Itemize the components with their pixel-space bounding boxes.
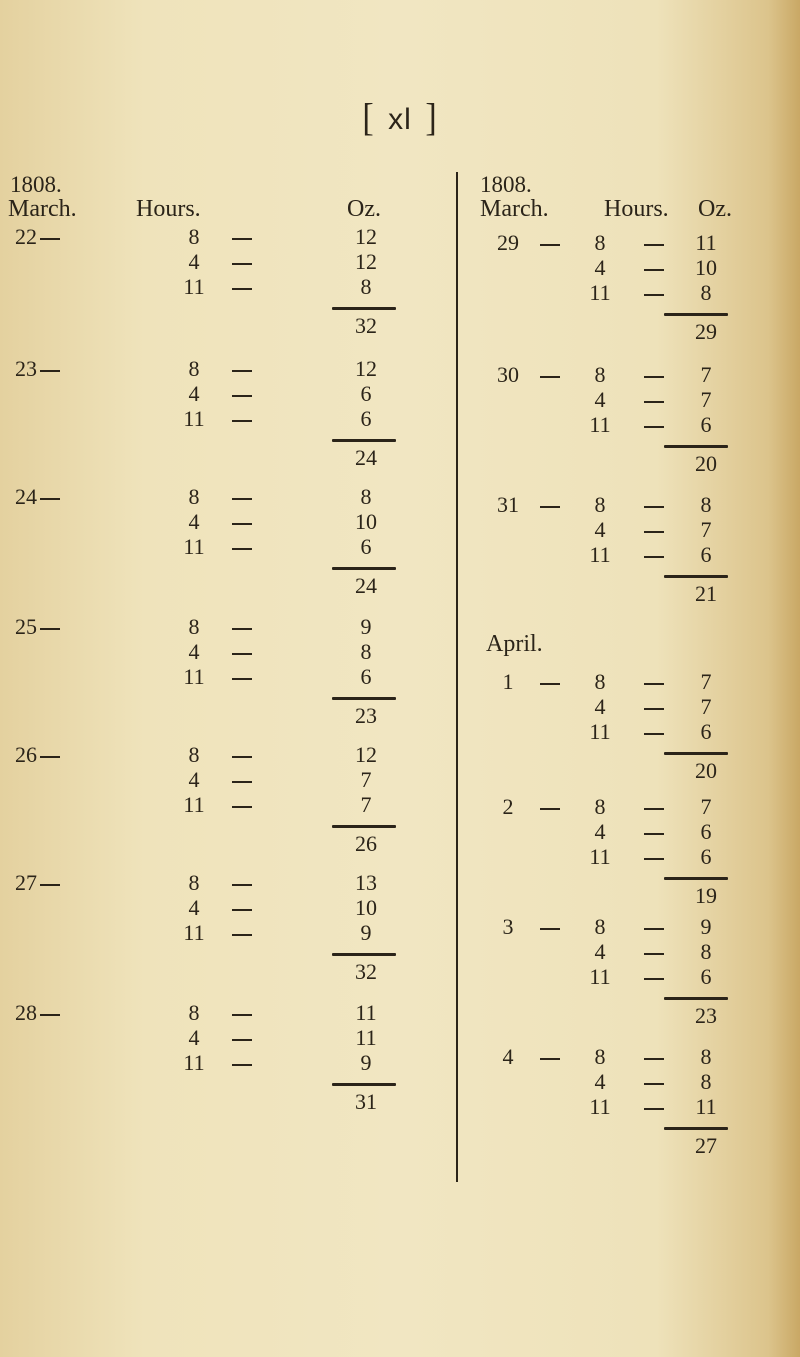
daily-total: 32 bbox=[355, 959, 377, 984]
column-divider bbox=[456, 172, 458, 1182]
hour-value: 11 bbox=[589, 542, 611, 567]
dash bbox=[540, 506, 560, 508]
hour-value: 11 bbox=[589, 412, 611, 437]
hour-value: 11 bbox=[589, 1094, 611, 1119]
hour-value: 4 bbox=[188, 381, 200, 406]
oz-value: 6 bbox=[700, 542, 712, 567]
dash bbox=[540, 376, 560, 378]
oz-value: 7 bbox=[700, 794, 712, 819]
dash bbox=[644, 556, 664, 558]
day-number: 31 bbox=[497, 492, 519, 517]
hour-value: 4 bbox=[188, 895, 200, 920]
dash bbox=[644, 294, 664, 296]
dash bbox=[644, 978, 664, 980]
dash bbox=[644, 1108, 664, 1110]
oz-value: 8 bbox=[700, 939, 712, 964]
month-header: March. bbox=[8, 196, 77, 222]
oz-value: 6 bbox=[700, 844, 712, 869]
day-number: 1 bbox=[502, 669, 514, 694]
daily-total: 26 bbox=[355, 831, 377, 856]
hour-value: 8 bbox=[188, 870, 200, 895]
dash bbox=[232, 934, 252, 936]
oz-value: 7 bbox=[700, 517, 712, 542]
daily-total: 32 bbox=[355, 313, 377, 338]
month-label: April. bbox=[486, 631, 543, 657]
dash bbox=[232, 806, 252, 808]
dash bbox=[644, 808, 664, 810]
dash bbox=[540, 244, 560, 246]
dash bbox=[232, 370, 252, 372]
oz-value: 12 bbox=[355, 356, 377, 381]
dash bbox=[232, 288, 252, 290]
oz-value: 10 bbox=[355, 895, 377, 920]
daily-total: 24 bbox=[355, 573, 377, 598]
dash bbox=[232, 628, 252, 630]
year-label: 1808. bbox=[10, 172, 62, 197]
dash bbox=[644, 858, 664, 860]
oz-value: 11 bbox=[695, 1094, 717, 1119]
oz-value: 7 bbox=[360, 767, 372, 792]
hour-value: 8 bbox=[188, 224, 200, 249]
oz-value: 9 bbox=[700, 914, 712, 939]
sum-rule bbox=[332, 697, 396, 700]
sum-rule bbox=[332, 567, 396, 570]
hour-value: 11 bbox=[183, 534, 205, 559]
page-header bbox=[0, 97, 800, 140]
sum-rule bbox=[664, 313, 728, 316]
oz-value: 8 bbox=[700, 492, 712, 517]
sum-rule bbox=[664, 575, 728, 578]
hour-value: 11 bbox=[589, 719, 611, 744]
hour-value: 11 bbox=[183, 274, 205, 299]
oz-value: 10 bbox=[355, 509, 377, 534]
sum-rule bbox=[664, 752, 728, 755]
dash bbox=[40, 498, 60, 500]
oz-value: 6 bbox=[360, 534, 372, 559]
hour-value: 8 bbox=[594, 362, 606, 387]
oz-value: 9 bbox=[360, 614, 372, 639]
hour-value: 11 bbox=[589, 280, 611, 305]
hour-value: 4 bbox=[594, 517, 606, 542]
hour-value: 4 bbox=[594, 939, 606, 964]
dash bbox=[232, 653, 252, 655]
oz-value: 12 bbox=[355, 224, 377, 249]
hour-value: 11 bbox=[183, 792, 205, 817]
year-label: 1808. bbox=[480, 172, 532, 197]
dash bbox=[40, 1014, 60, 1016]
day-number: 22 bbox=[15, 224, 37, 249]
hour-value: 4 bbox=[594, 819, 606, 844]
daily-total: 23 bbox=[355, 703, 377, 728]
daily-total: 27 bbox=[695, 1133, 717, 1158]
oz-value: 8 bbox=[360, 639, 372, 664]
hour-value: 4 bbox=[188, 1025, 200, 1050]
dash bbox=[232, 884, 252, 886]
hours-header: Hours. bbox=[136, 196, 201, 222]
dash bbox=[232, 1039, 252, 1041]
sum-rule bbox=[332, 825, 396, 828]
dash bbox=[644, 733, 664, 735]
sum-rule bbox=[664, 445, 728, 448]
dash bbox=[644, 683, 664, 685]
hour-value: 8 bbox=[188, 484, 200, 509]
dash bbox=[644, 244, 664, 246]
dash bbox=[540, 808, 560, 810]
dash bbox=[644, 269, 664, 271]
oz-value: 9 bbox=[360, 1050, 372, 1075]
oz-value: 7 bbox=[700, 694, 712, 719]
oz-value: 7 bbox=[700, 669, 712, 694]
daily-total: 21 bbox=[695, 581, 717, 606]
day-number: 2 bbox=[502, 794, 514, 819]
dash bbox=[40, 370, 60, 372]
hour-value: 4 bbox=[594, 255, 606, 280]
hour-value: 8 bbox=[594, 914, 606, 939]
dash bbox=[644, 1058, 664, 1060]
dash bbox=[232, 548, 252, 550]
sum-rule bbox=[664, 1127, 728, 1130]
hour-value: 4 bbox=[594, 387, 606, 412]
hours-header: Hours. bbox=[604, 196, 669, 222]
dash bbox=[644, 833, 664, 835]
day-number: 27 bbox=[15, 870, 37, 895]
header-left-bracket: [ bbox=[362, 97, 375, 140]
hour-value: 8 bbox=[594, 230, 606, 255]
day-number: 26 bbox=[15, 742, 37, 767]
daily-total: 20 bbox=[695, 451, 717, 476]
daily-total: 24 bbox=[355, 445, 377, 470]
oz-value: 6 bbox=[700, 964, 712, 989]
day-number: 23 bbox=[15, 356, 37, 381]
oz-value: 7 bbox=[700, 387, 712, 412]
oz-value: 8 bbox=[360, 484, 372, 509]
dash bbox=[232, 420, 252, 422]
dash bbox=[644, 953, 664, 955]
daily-total: 20 bbox=[695, 758, 717, 783]
hour-value: 4 bbox=[594, 1069, 606, 1094]
oz-value: 6 bbox=[360, 406, 372, 431]
dash bbox=[232, 1014, 252, 1016]
hour-value: 11 bbox=[183, 1050, 205, 1075]
hour-value: 4 bbox=[188, 249, 200, 274]
hour-value: 11 bbox=[183, 664, 205, 689]
sum-rule bbox=[664, 877, 728, 880]
hour-value: 8 bbox=[188, 614, 200, 639]
hour-value: 11 bbox=[183, 920, 205, 945]
dash bbox=[232, 523, 252, 525]
oz-value: 6 bbox=[700, 412, 712, 437]
day-number: 24 bbox=[15, 484, 37, 509]
oz-value: 11 bbox=[355, 1025, 377, 1050]
hour-value: 8 bbox=[188, 1000, 200, 1025]
dash bbox=[540, 683, 560, 685]
hour-value: 8 bbox=[594, 492, 606, 517]
hour-value: 11 bbox=[183, 406, 205, 431]
dash bbox=[644, 708, 664, 710]
oz-value: 6 bbox=[700, 719, 712, 744]
sum-rule bbox=[332, 439, 396, 442]
dash bbox=[232, 678, 252, 680]
dash bbox=[232, 263, 252, 265]
oz-value: 12 bbox=[355, 742, 377, 767]
oz-value: 12 bbox=[355, 249, 377, 274]
oz-value: 9 bbox=[360, 920, 372, 945]
month-header: March. bbox=[480, 196, 549, 222]
day-number: 30 bbox=[497, 362, 519, 387]
oz-value: 6 bbox=[360, 664, 372, 689]
day-number: 28 bbox=[15, 1000, 37, 1025]
dash bbox=[232, 498, 252, 500]
hour-value: 4 bbox=[188, 639, 200, 664]
hour-value: 8 bbox=[594, 669, 606, 694]
dash bbox=[644, 401, 664, 403]
hour-value: 11 bbox=[589, 964, 611, 989]
oz-value: 7 bbox=[360, 792, 372, 817]
hour-value: 4 bbox=[188, 767, 200, 792]
dash bbox=[540, 928, 560, 930]
day-number: 29 bbox=[497, 230, 519, 255]
hour-value: 8 bbox=[188, 742, 200, 767]
dash bbox=[644, 531, 664, 533]
oz-value: 11 bbox=[355, 1000, 377, 1025]
daily-total: 19 bbox=[695, 883, 717, 908]
sum-rule bbox=[332, 953, 396, 956]
dash bbox=[40, 628, 60, 630]
daily-total: 31 bbox=[355, 1089, 377, 1114]
oz-value: 7 bbox=[700, 362, 712, 387]
dash bbox=[40, 756, 60, 758]
hour-value: 8 bbox=[594, 794, 606, 819]
sum-rule bbox=[332, 307, 396, 310]
oz-value: 6 bbox=[360, 381, 372, 406]
sum-rule bbox=[664, 997, 728, 1000]
dash bbox=[644, 928, 664, 930]
oz-header: Oz. bbox=[698, 196, 732, 222]
dash bbox=[644, 1083, 664, 1085]
day-number: 25 bbox=[15, 614, 37, 639]
dash bbox=[40, 884, 60, 886]
hour-value: 4 bbox=[188, 509, 200, 534]
dash bbox=[644, 426, 664, 428]
dash bbox=[232, 909, 252, 911]
oz-value: 13 bbox=[355, 870, 377, 895]
hour-value: 4 bbox=[594, 694, 606, 719]
dash bbox=[644, 506, 664, 508]
daily-total: 23 bbox=[695, 1003, 717, 1028]
oz-value: 8 bbox=[700, 1069, 712, 1094]
oz-value: 8 bbox=[360, 274, 372, 299]
dash bbox=[644, 376, 664, 378]
hour-value: 11 bbox=[589, 844, 611, 869]
day-number: 3 bbox=[502, 914, 514, 939]
oz-header: Oz. bbox=[347, 196, 381, 222]
dash bbox=[40, 238, 60, 240]
header-right-bracket: ] bbox=[425, 97, 438, 140]
dash bbox=[540, 1058, 560, 1060]
oz-value: 6 bbox=[700, 819, 712, 844]
dash bbox=[232, 756, 252, 758]
dash bbox=[232, 781, 252, 783]
sum-rule bbox=[332, 1083, 396, 1086]
day-number: 4 bbox=[502, 1044, 514, 1069]
dash bbox=[232, 238, 252, 240]
oz-value: 10 bbox=[695, 255, 717, 280]
page-number: xl bbox=[388, 103, 412, 136]
dash bbox=[232, 395, 252, 397]
oz-value: 8 bbox=[700, 280, 712, 305]
oz-value: 8 bbox=[700, 1044, 712, 1069]
hour-value: 8 bbox=[594, 1044, 606, 1069]
hour-value: 8 bbox=[188, 356, 200, 381]
oz-value: 11 bbox=[695, 230, 717, 255]
dash bbox=[232, 1064, 252, 1066]
daily-total: 29 bbox=[695, 319, 717, 344]
